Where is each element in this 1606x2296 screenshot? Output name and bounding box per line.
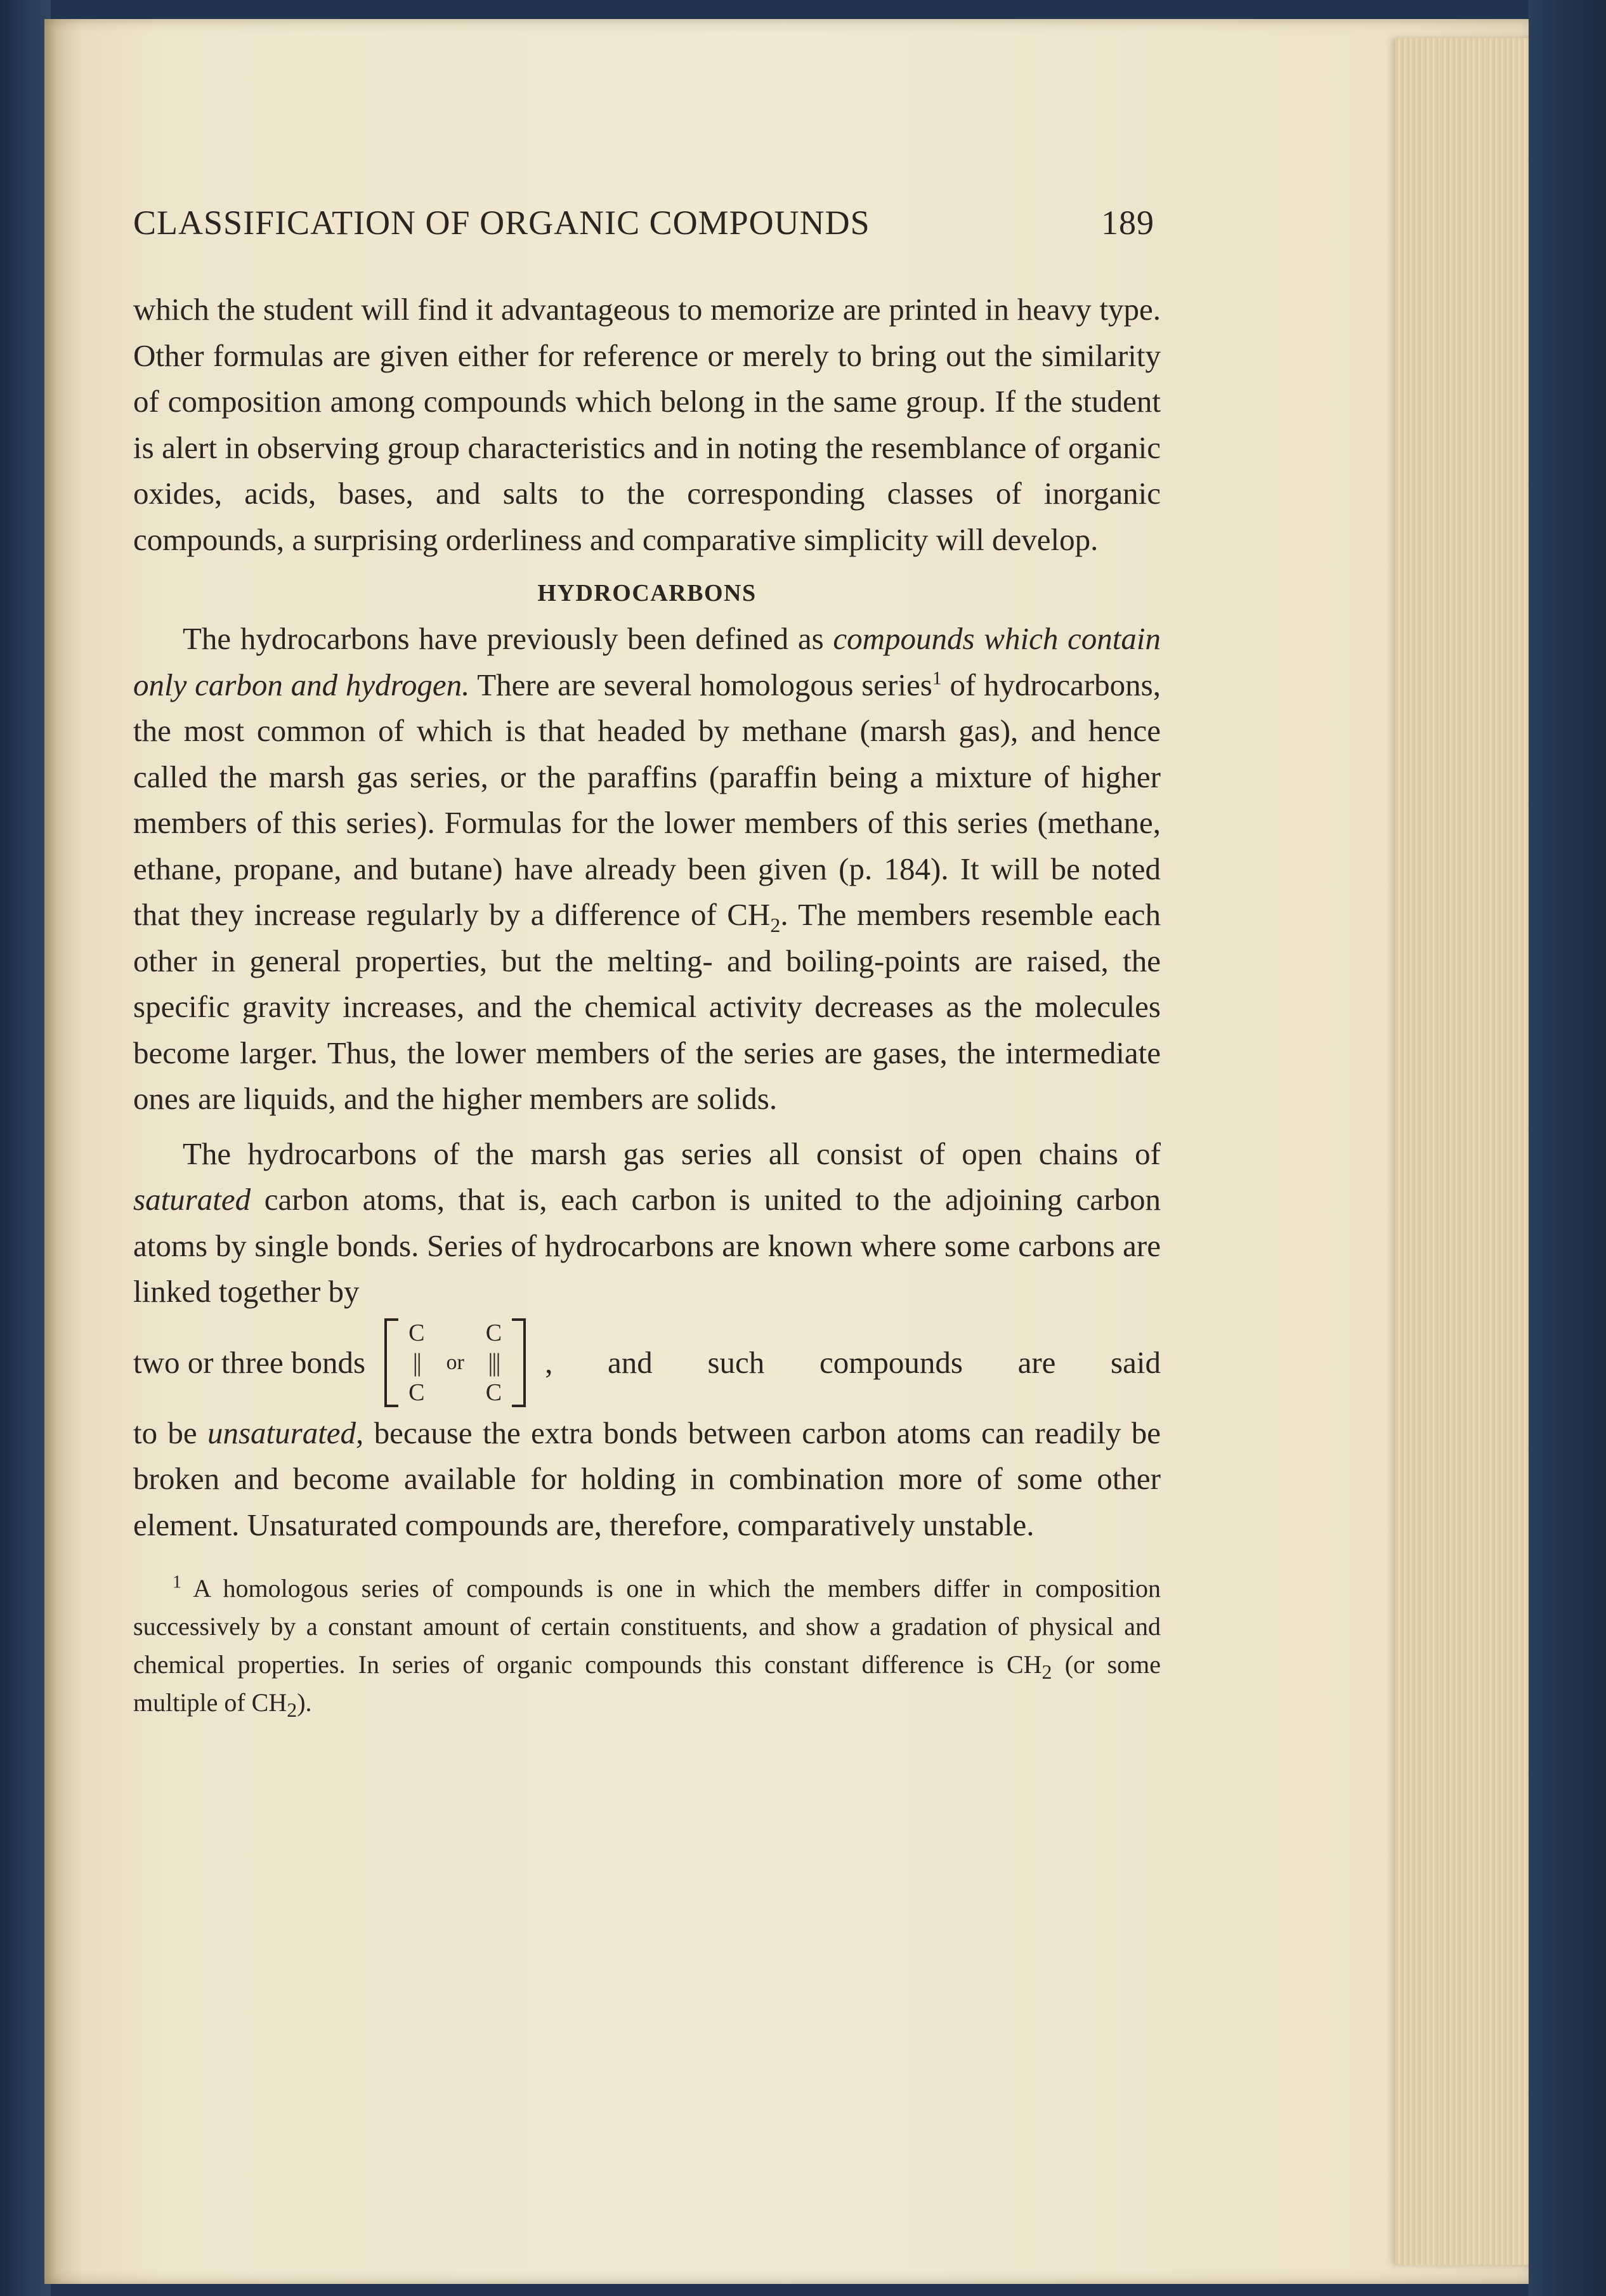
bond-formula-line — [133, 1315, 1161, 1410]
bracket-right — [512, 1318, 526, 1407]
text-run: because the extra bonds between carbon atoms can readily be broken and become available for holding in combination more of some other element. Unsaturated compounds are, therefore, comparatively unstable. — [133, 1415, 1161, 1542]
bond-diagram — [384, 1319, 526, 1407]
paragraph-marsh-gas — [133, 1131, 1161, 1315]
paragraph-hydrocarbons — [133, 616, 1161, 1122]
subscript: 2 — [1041, 1660, 1052, 1683]
carbon-atom: C — [485, 1379, 502, 1406]
triple-bond-mark: ||| — [488, 1348, 500, 1377]
book-cover-right — [1529, 0, 1606, 2296]
footnote-text: A homologous series of compounds is one in which the members differ in composition successively by a constant amount of certain constituents, and show a gradation of physical and chemical properties. In series of organic compounds this constant difference is CH — [133, 1574, 1161, 1679]
text-run: There are several homologous series — [469, 667, 932, 702]
footnote-reference: 1 — [932, 667, 942, 689]
text-run: The hydrocarbons have previously been defined as — [183, 621, 833, 656]
subscript: 2 — [770, 913, 781, 936]
text-run: to be — [133, 1415, 207, 1450]
page-content — [133, 203, 1161, 1722]
footnotes — [133, 1570, 1161, 1722]
book-cover-left — [0, 0, 51, 2296]
footnote-text: (or some multiple of CH — [133, 1650, 1161, 1717]
bond-or: or — [446, 1350, 464, 1374]
carbon-atom: C — [408, 1379, 425, 1406]
double-bond-mark: || — [412, 1348, 421, 1377]
footnote-text: ). — [297, 1688, 312, 1717]
text-run: . The members resemble each other in general properties, but the melting- and boiling-points are raised, the specific gravity increases, and the chemical activity decreases as the molecules become larger. Thus, the lower members of the series are gases, the intermediate ones are liquids, and the higher members are solids. — [133, 897, 1161, 1116]
bond-line-text: two or three bonds — [133, 1345, 366, 1380]
subscript: 2 — [287, 1698, 297, 1721]
bond-line-text: , and such compounds are said — [545, 1345, 1161, 1380]
text-run: of hydrocarbons, the most common of which is that headed by methane (marsh gas), and hence called the marsh gas series, or the paraffins (paraffin being a mixture of higher members of this series). Formulas for the lower members of this series (methane, ethane, propane, and butane) have already been given (p. 184). It will be noted that they increase regularly by a difference of CH — [133, 667, 1161, 932]
paragraph-intro: which the student will find it advantageous to memorize are printed in heavy type. Other formulas are given either for reference or merely to bring out the similarity of composition among compounds which belong in the same group. If the student is alert in observing group characteristics and in noting the resemblance of organic oxides, acids, bases, and salts to the corresponding classes of inorganic compounds, a surprising orderliness and comparative simplicity will develop. — [133, 292, 1161, 557]
running-head — [133, 203, 1161, 242]
footnote — [133, 1570, 1161, 1722]
section-heading: HYDROCARBONS — [537, 580, 757, 607]
running-head-title: CLASSIFICATION OF ORGANIC COMPOUNDS — [133, 204, 870, 242]
page-edges — [1395, 38, 1541, 2265]
footnote-mark: 1 — [173, 1572, 181, 1592]
triple-bond — [486, 1320, 502, 1406]
italic-definition: compounds which contain only carbon and hydrogen. — [133, 621, 1161, 702]
text-run: carbon atoms, that is, each carbon is united to the adjoining carbon atoms by single bonds. Series of hydrocarbons are known where some carbons are linked together by — [133, 1182, 1161, 1309]
bracket-left — [384, 1318, 398, 1407]
carbon-atom: C — [485, 1319, 502, 1346]
text-run: The hydrocarbons of the marsh gas series all consist of open chains of — [183, 1136, 1161, 1171]
italic-term: unsaturated, — [207, 1415, 364, 1450]
page-number: 189 — [1101, 204, 1154, 242]
double-bond — [408, 1320, 424, 1406]
paragraph-unsaturated — [133, 1410, 1161, 1549]
carbon-atom: C — [408, 1319, 425, 1346]
italic-term: saturated — [133, 1182, 251, 1217]
